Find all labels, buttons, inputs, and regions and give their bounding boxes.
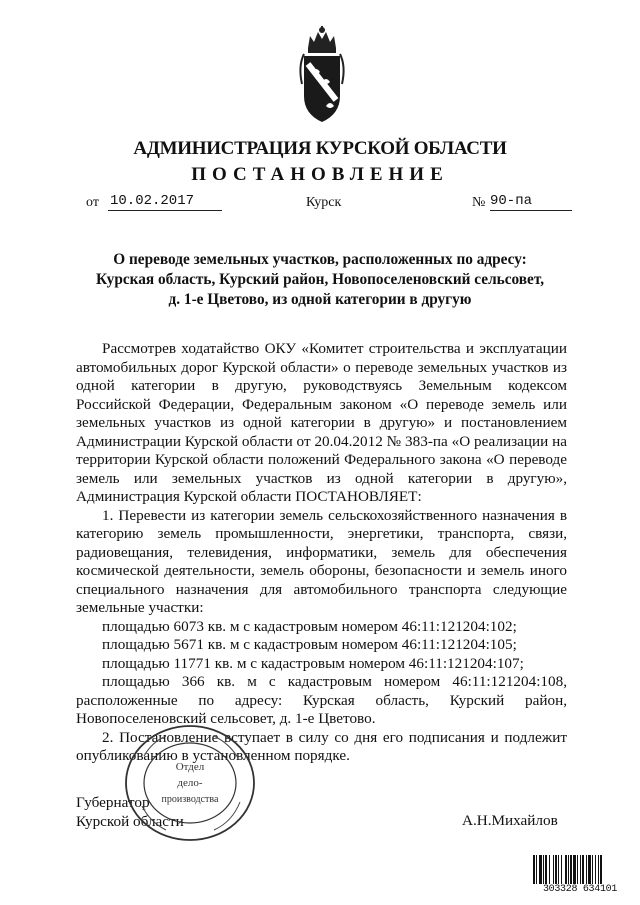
- barcode-bar: [595, 855, 596, 887]
- document-date: 10.02.2017: [108, 192, 222, 211]
- barcode-bar: [545, 855, 547, 887]
- barcode-number: 303328 634101: [530, 884, 630, 895]
- document-type: ПОСТАНОВЛЕНИЕ: [191, 164, 449, 185]
- document-body: [76, 340, 567, 766]
- barcode-bar: [573, 855, 576, 887]
- plot-item-with-address: площадью 366 кв. м с кадастровым номером 46:11:121204:108, расположенные по адресу: Курская область, Курский район, Новопоселеновский сельсовет, д. 1-е Цветово.: [76, 673, 567, 727]
- subject-line: О переводе земельных участков, расположенных по адресу:: [113, 251, 527, 268]
- barcode-bar: [543, 855, 544, 887]
- number-prefix: №: [472, 195, 486, 210]
- signer-title-line: Губернатор: [76, 794, 150, 811]
- barcode-bar: [561, 855, 562, 887]
- barcode-bar: [582, 855, 584, 887]
- document-subject: [60, 250, 580, 310]
- document-number: 90-па: [490, 192, 572, 211]
- signer-name: А.Н.Михайлов: [462, 812, 558, 829]
- plot-item: площадью 6073 кв. м с кадастровым номером 46:11:121204:102;: [102, 617, 517, 635]
- plot-item: площадью 11771 кв. м с кадастровым номером 46:11:121204:107;: [102, 654, 524, 672]
- barcode-bar: [533, 855, 535, 887]
- barcode-bar: [577, 855, 578, 887]
- document-city: Курск: [306, 195, 342, 210]
- preamble-paragraph: Рассмотрев ходатайство ОКУ «Комитет строительства и эксплуатации автомобильных дорог Курской области» о переводе земельных участков из одной категории в другую, руководствуясь Земельным кодексом Российской Федерации, Федеральным законом «О переводе земель или земельных участков из одной категории в другую» и постановлением Администрации Курской области от 20.04.2012 № 383-па «О реализации на территории Курской области положений Федерального закона «О переводе земель или земельных участков из одной категории в другую», Администрация Курской области ПОСТАНОВЛЯЕТ:: [76, 340, 567, 505]
- barcode-bar: [549, 855, 550, 887]
- subject-line: Курская область, Курский район, Новопоселеновский сельсовет,: [95, 271, 545, 288]
- clause-2-paragraph: 2. Постановление вступает в силу со дня его подписания и подлежит опубликованию в установленном порядке.: [76, 728, 567, 764]
- stamp-text-line: Отдел: [175, 761, 205, 773]
- barcode-bar: [592, 855, 593, 887]
- barcode-bar: [598, 855, 599, 887]
- barcode-bar: [588, 855, 591, 887]
- signer-title-line: Курской области: [76, 812, 184, 830]
- coat-of-arms-emblem: [294, 26, 350, 126]
- stamp-text-line: дело-: [177, 777, 203, 789]
- plot-item: площадью 5671 кв. м с кадастровым номером 46:11:121204:105;: [102, 636, 517, 653]
- barcode-bar: [568, 855, 569, 887]
- barcode-bar: [558, 855, 559, 887]
- barcode-bar: [580, 855, 581, 887]
- barcode-bar: [553, 855, 554, 887]
- date-prefix: от: [86, 195, 99, 210]
- office-stamp: [122, 722, 258, 844]
- barcode-bar: [539, 855, 542, 887]
- barcode-bar: [536, 855, 537, 887]
- barcode-bar: [600, 855, 602, 887]
- organization-name: АДМИНИСТРАЦИЯ КУРСКОЙ ОБЛАСТИ: [133, 138, 507, 159]
- stamp-text-line: производства: [161, 794, 219, 805]
- barcode-bar: [570, 855, 572, 887]
- barcode-bar: [555, 855, 557, 887]
- clause-1-paragraph: 1. Перевести из категории земель сельскохозяйственного назначения в категорию земель промышленности, энергетики, транспорта, связи, радиовещания, телевидения, информатики, земель для обеспечения космической деятельности, земель обороны, безопасности и земель иного специального назначения для автомобильного транспорта следующие земельные участки:: [76, 506, 567, 616]
- barcode-bar: [586, 855, 587, 887]
- subject-line: д. 1-е Цветово, из одной категории в другую: [168, 291, 472, 308]
- barcode-bar: [565, 855, 567, 887]
